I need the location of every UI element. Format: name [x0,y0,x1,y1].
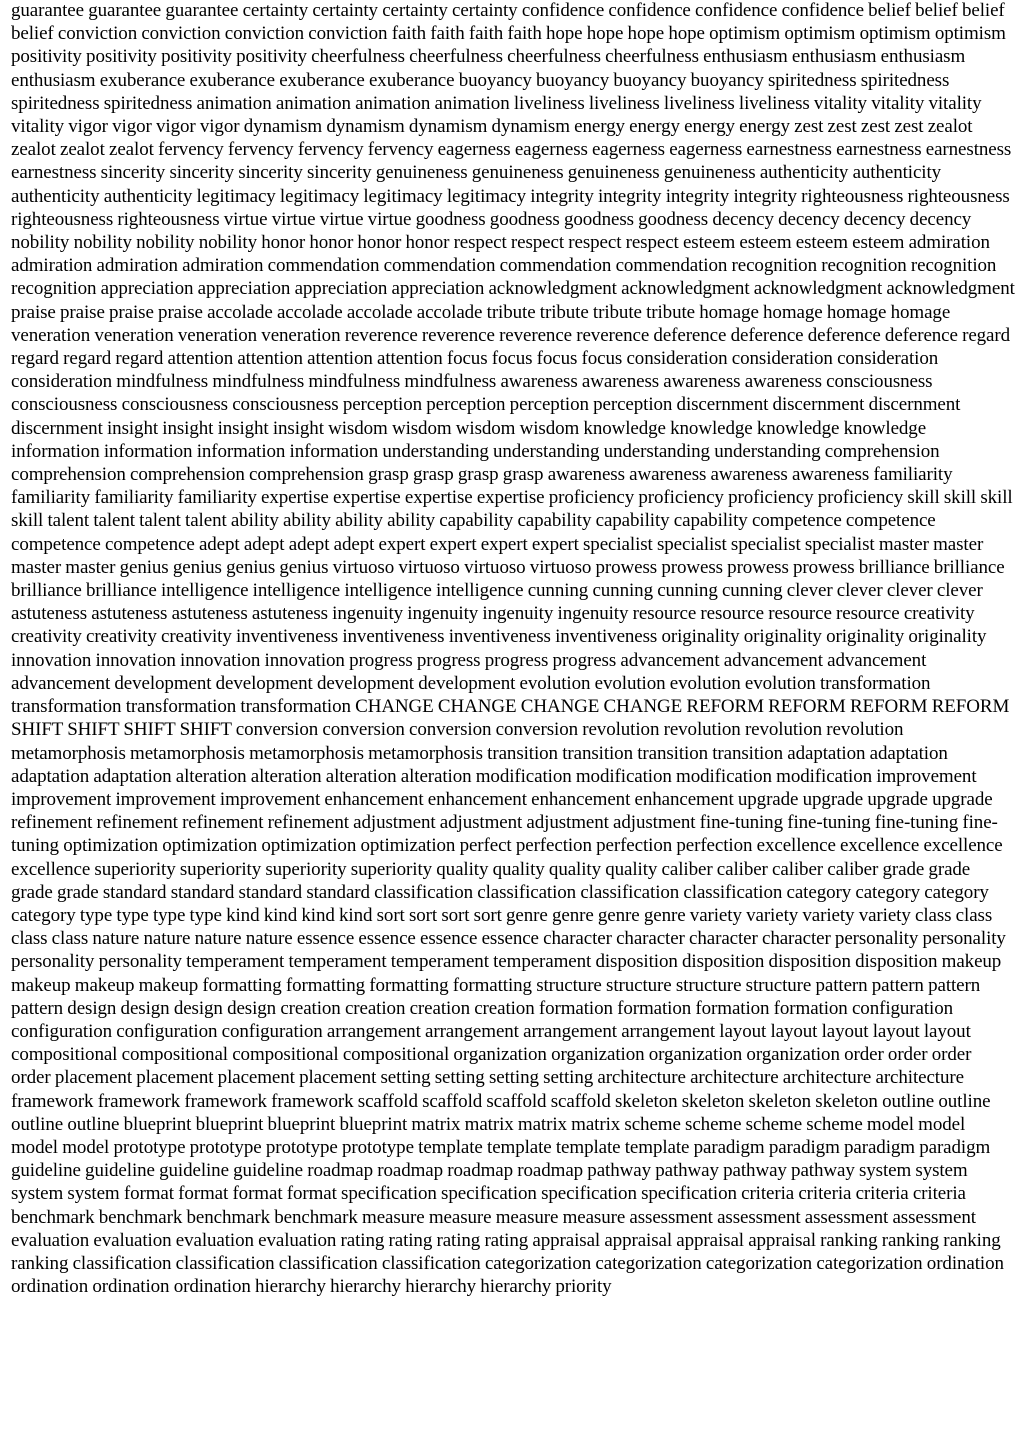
body-text: guarantee guarantee guarantee certainty certainty certainty certainty confidence confidence confidence confidence belief belief belief belief conviction conviction conviction conviction faith faith faith faith hope hope hope hope optimism optimism optimism optimism positivity positivity positivity positivity cheerfulness cheerfulness cheerfulness cheerfulness enthusiasm enthusiasm enthusiasm enthusiasm exuberance exuberance exuberance exuberance buoyancy buoyancy buoyancy buoyancy spiritedness spiritedness spiritedness spiritedness animation animation animation animation liveliness liveliness liveliness liveliness vitality vitality vitality vitality vigor vigor vigor vigor dynamism dynamism dynamism dynamism energy energy energy energy zest zest zest zest zealot zealot zealot zealot fervency fervency fervency fervency eagerness eagerness eagerness eagerness earnestness earnestness earnestness earnestness sincerity sincerity sincerity sincerity genuineness genuineness genuineness genuineness authenticity authenticity authenticity authenticity legitimacy legitimacy legitimacy legitimacy integrity integrity integrity integrity righteousness righteousness righteousness righteousness virtue virtue virtue virtue goodness goodness goodness goodness decency decency decency decency nobility nobility nobility nobility honor honor honor honor respect respect respect respect esteem esteem esteem esteem admiration admiration admiration admiration commendation commendation commendation commendation recognition recognition recognition recognition appreciation appreciation appreciation appreciation acknowledgment acknowledgment acknowledgment acknowledgment praise praise praise praise accolade accolade accolade accolade tribute tribute tribute tribute homage homage homage homage veneration veneration veneration veneration reverence reverence reverence reverence deference deference deference deference regard regard regard regard attention attention attention attention focus focus focus focus consideration consideration consideration consideration mindfulness mindfulness mindfulness mindfulness awareness awareness awareness awareness consciousness consciousness consciousness consciousness perception perception perception perception discernment discernment discernment discernment insight insight insight insight wisdom wisdom wisdom wisdom knowledge knowledge knowledge knowledge information information information information understanding understanding understanding understanding comprehension comprehension comprehension comprehension grasp grasp grasp grasp awareness awareness awareness awareness familiarity familiarity familiarity familiarity expertise expertise expertise expertise proficiency proficiency proficiency proficiency skill skill skill skill talent talent talent talent ability ability ability ability capability capability capability capability competence competence competence competence adept adept adept adept expert expert expert expert specialist specialist specialist specialist master master master master genius genius genius genius virtuoso virtuoso virtuoso virtuoso prowess prowess prowess prowess brilliance brilliance brilliance brilliance intelligence intelligence intelligence intelligence cunning cunning cunning cunning clever clever clever clever astuteness astuteness astuteness astuteness ingenuity ingenuity ingenuity ingenuity resource resource resource resource creativity creativity creativity creativity inventiveness inventiveness inventiveness inventiveness originality originality originality originality innovation innovation innovation innovation progress progress progress progress advancement advancement advancement advancement development development development development evolution evolution evolution evolution transformation transformation transformation transformation CHANGE CHANGE CHANGE CHANGE REFORM REFORM REFORM REFORM SHIFT SHIFT SHIFT SHIFT conversion conversion conversion conversion revolution revolution revolution revolution metamorphosis metamorphosis metamorphosis metamorphosis transition transition transition transition adaptation adaptation adaptation adaptation alteration alteration alteration alteration modification modification modification modification improvement improvement improvement improvement enhancement enhancement enhancement enhancement upgrade upgrade upgrade upgrade refinement refinement refinement refinement adjustment adjustment adjustment adjustment fine-tuning fine-tuning fine-tuning fine-tuning optimization optimization optimization optimization perfect perfection perfection perfection excellence excellence excellence excellence superiority superiority superiority superiority quality quality quality quality caliber caliber caliber caliber grade grade grade grade standard standard standard standard classification classification classification classification category category category category type type type type kind kind kind kind sort sort sort sort genre genre genre genre variety variety variety variety class class class class nature nature nature nature essence essence essence essence character character character character personality personality personality personality temperament temperament temperament temperament disposition disposition disposition disposition makeup makeup makeup makeup formatting formatting formatting formatting structure structure structure structure pattern pattern pattern pattern design design design design creation creation creation creation formation formation formation formation configuration configuration configuration configuration arrangement arrangement arrangement arrangement layout layout layout layout layout compositional compositional compositional compositional organization organization organization organization order order order order placement placement placement placement setting setting setting setting architecture architecture architecture architecture framework framework framework framework scaffold scaffold scaffold scaffold skeleton skeleton skeleton skeleton outline outline outline outline blueprint blueprint blueprint blueprint matrix matrix matrix matrix scheme scheme scheme scheme model model model model prototype prototype prototype prototype template template template template paradigm paradigm paradigm paradigm guideline guideline guideline guideline roadmap roadmap roadmap roadmap pathway pathway pathway pathway system system system system format format format format specification specification specification specification criteria criteria criteria criteria benchmark benchmark benchmark benchmark measure measure measure measure assessment assessment assessment assessment evaluation evaluation evaluation evaluation rating rating rating rating appraisal appraisal appraisal appraisal ranking ranking ranking ranking classification classification classification classification categorization categorization categorization categorization ordination ordination ordination ordination hierarchy hierarchy hierarchy hierarchy priority [11,0,1015,1298]
